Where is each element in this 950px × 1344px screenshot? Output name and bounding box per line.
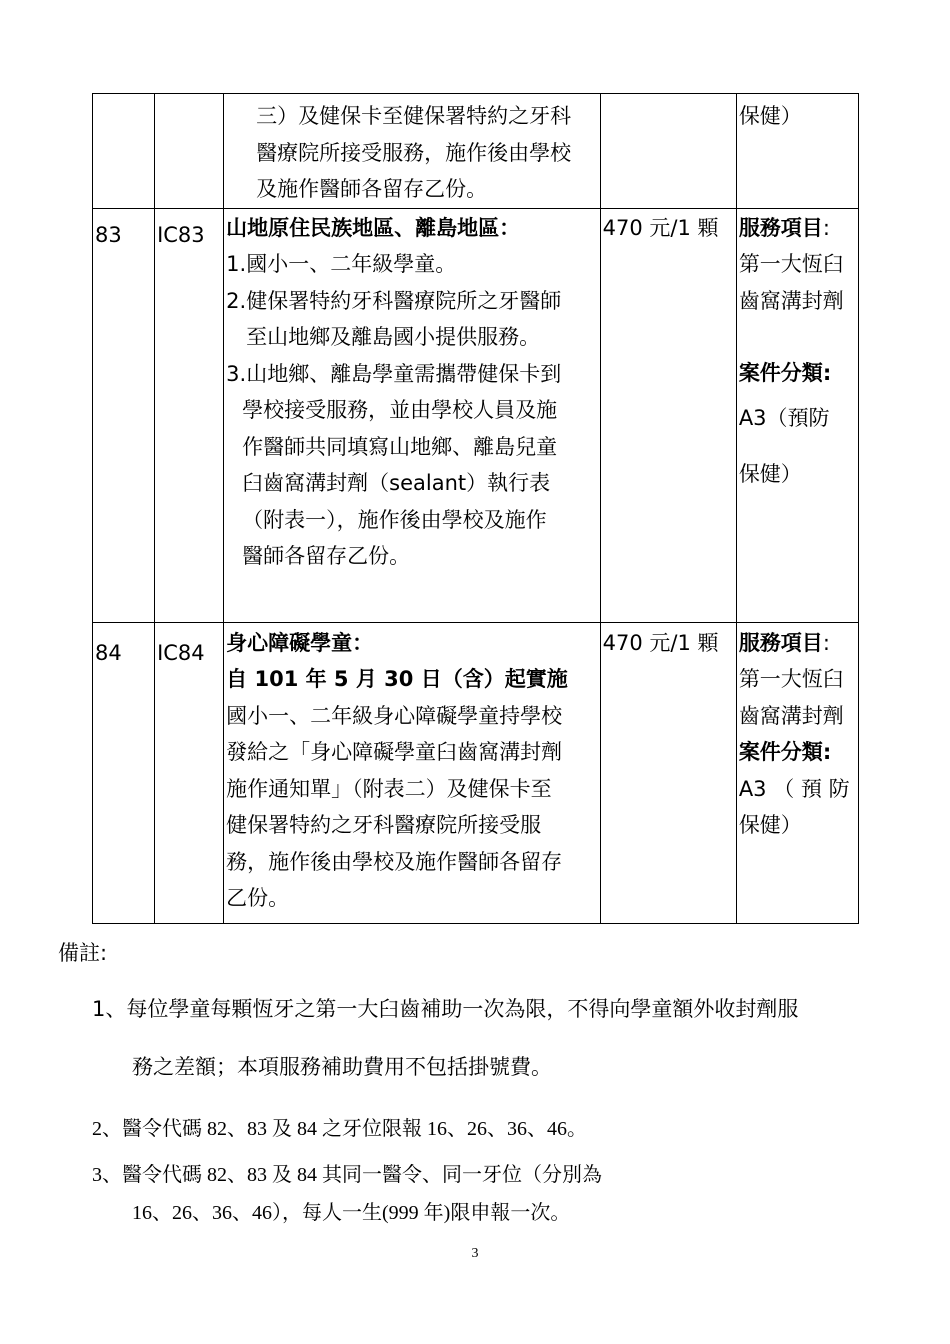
remark-line: 第一大恆臼 [738,252,844,276]
cell-description [224,622,600,923]
cell-code: IC83 [155,208,224,622]
note-1-line-1: 1、每位學童每顆恆牙之第一大臼齒補助一次為限，不得向學童額外收封劑服 [92,997,799,1021]
note-3-line-2: 16、26、36、46），每人一生(999 年)限申報一次。 [132,1202,571,1224]
notes-heading: 備註: [58,941,108,965]
remark-line: 保健） [738,462,802,486]
case-label: 案件分類 [738,740,823,764]
table-row-83 [93,208,859,622]
cell-no [93,94,155,209]
cell-description [224,94,600,209]
cell-remark: 服務項目: 第一大恆臼 齒窩溝封劑 案件分類: A3（預防 保健） [736,208,858,622]
cell-remark [736,94,858,209]
desc-line: 乙份。 [226,886,290,910]
fee-table [92,93,859,924]
cell-remark: 服務項目: 第一大恆臼 齒窩溝封劑 案件分類: A3 （ 預 防 保健） [736,622,858,923]
remark-line: 保健） [738,813,802,837]
note-3-line-1: 3、醫令代碼 82、83 及 84 其同一醫令、同一牙位（分別為 [92,1164,602,1186]
remark-line: A3 （ 預 防 [738,776,850,801]
desc-line: 發給之「身心障礙學童臼齒窩溝封劑 [226,740,563,764]
note-2: 2、醫令代碼 82、83 及 84 之牙位限報 16、26、36、46。 [92,1118,587,1140]
case-label: 案件分類 [738,361,823,385]
remark-line: A3（預防 [738,405,830,430]
desc-line: 臼齒窩溝封劑（sealant）執行表 [242,471,551,495]
remark-line: 第一大恆臼 [738,667,844,691]
table-row-84 [93,622,859,923]
table-row-continued [93,94,859,209]
desc-line: 至山地鄉及離島國小提供服務。 [246,325,541,349]
remark-line: 保健） [738,104,802,128]
remark-line: 齒窩溝封劑 [738,703,844,728]
desc-line: 三）及健保卡至健保署特約之牙科 [256,104,572,128]
cell-code [155,94,224,209]
cell-price: 470 元/1 顆 [600,622,736,923]
desc-line: 務，施作後由學校及施作醫師各留存 [226,849,563,874]
desc-line: 健保署特約之牙科醫療院所接受服 [226,813,542,837]
cell-description [224,208,600,622]
desc-line: 3.山地鄉、離島學童需攜帶健保卡到 [226,361,562,386]
note-1-line-2: 務之差額；本項服務補助費用不包括掛號費。 [132,1055,552,1079]
cell-price [600,94,736,209]
desc-line: 醫師各留存乙份。 [242,544,411,568]
cell-no: 84 [93,622,155,923]
service-label: 服務項目 [738,215,823,240]
desc-line: 及施作醫師各留存乙份。 [256,177,488,201]
cell-no: 83 [93,208,155,622]
service-label: 服務項目 [738,630,823,655]
desc-line: 作醫師共同填寫山地鄉、離島兒童 [242,434,558,459]
remark-line: 齒窩溝封劑 [738,288,844,313]
desc-line: 醫療院所接受服務，施作後由學校 [256,140,572,165]
cell-price: 470 元/1 顆 [600,208,736,622]
desc-heading: 山地原住民族地區、離島地區： [226,215,521,240]
page-number: 3 [471,1246,479,1261]
desc-heading: 身心障礙學童： [226,630,374,655]
desc-line: 2.健保署特約牙科醫療院所之牙醫師 [226,288,562,313]
desc-subheading: 自 101 年 5 月 30 日（含）起實施 [226,667,568,691]
desc-line: 國小一、二年級身心障礙學童持學校 [226,703,563,728]
cell-code: IC84 [155,622,224,923]
desc-line: 學校接受服務，並由學校人員及施 [242,398,558,422]
desc-line: 1.國小一、二年級學童。 [226,252,457,276]
desc-line: 施作通知單」（附表二）及健保卡至 [226,776,552,801]
desc-line: （附表一），施作後由學校及施作 [242,507,547,532]
